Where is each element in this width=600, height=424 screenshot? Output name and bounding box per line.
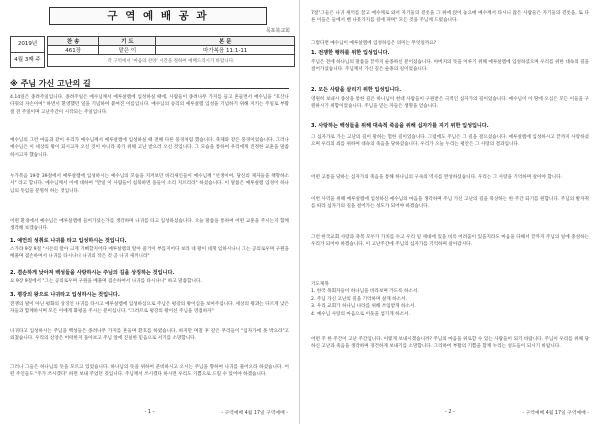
page-footer: - 구역예배 4월 17일 구역예배 - [522, 411, 589, 416]
page-number: - 1 - [144, 409, 155, 415]
body-paragraph: 7절"그들은 나귀 새끼를 끌고 예수께로 와서 자기들의 겉옷을 그 위에 얹어 놓으매 예수께서 타시니 많은 사람들은 자기들의 겉옷을, 또 다른 이들은 들에서 벤 나뭇가지를 길에 펴며" 모든 것을 주님께 드렸습니다. [311, 11, 589, 24]
prayer-header: 기 도 [99, 37, 156, 46]
body-paragraph: 누가복음 19장 39절에서 예루살렘에 입성하시는 예수님의 모습을 지켜보던 바리새인들이 예수님께 "선생이여, 당신의 제자들을 책망하소서" 라고 합니다. 예수님께서 이에 대하여 "만일 이 사람들이 침묵하면 돌들이 소리 지르리라" 하셨습니다. 이 말씀은 예루살렘 입성이 하나님의 뜻임을 분명히 하는 것입니다. [10, 174, 289, 194]
section-heading: 1. 예언의 성취로 나귀를 타고 입성하시는 것입니다. [10, 238, 127, 244]
scripture-header: 본 문 [156, 37, 295, 46]
body-paragraph: 4.14일은 종려주일입니다. 종려주일은 예수님께서 예루살렘에 입성하실 때에, 사람들이 종려나무 가지를 들고 흔들면서 예수님을 "호산나 다윗의 자손이여" 하면서 환영했던 일을 기념하여 붙여진 이름입니다. 예수님의 승리의 예루살렘 입성을 기념하기 위해 지키는 주일로 부활절 전 주일이며 고난주간이 시작되는 주일입니다. [10, 95, 289, 115]
section-heading: 3. 사랑하는 백성들을 위해 대속적 죽음을 위해 십자가를 지기 위한 입성입니다. [311, 123, 489, 129]
church-name: 목포북교회 [265, 28, 290, 34]
page-number: - 2 - [445, 409, 455, 415]
body-paragraph: 예수님의 그런 마음과 같이 우리가 예수님께서 예루살렘에 입성하실 때 전해 다른 풍경처럼 했습니다. 축제와 같은 풍경이었습니다. 그러나 예수님은 이 세상의 왕이 되시고자 오신 것이 아니라 죽기 위해 고난 받으러 오신 것입니다. 그 모습을 통하여 우리에게 진정한 교훈을 말씀하시고자 했습니다. [10, 138, 289, 158]
worship-info-table [47, 36, 295, 67]
sermon-title: ※ 주님 가신 고난의 길 [10, 79, 91, 88]
body-paragraph: 어떤 환경에서 예수님은 예루살렘에 들어가셨는가를 생각하며 나귀를 타고 입성하셨습니다. 오늘 말씀을 통하여 어떤 교훈을 주시는지 함께 생각해 보겠습니다. [10, 219, 289, 232]
scripture-value: 마가복음 11:1-11 [156, 46, 295, 55]
table-caption: 각 구역에서 '마음의 찬양' 시간을 정하여 예배드리시기 바랍니다. [48, 55, 295, 67]
body-paragraph: 어떤 주 한 주간이 고난 주간입니다. 이렇게 보내시겠습니까? 주님의 마음을 위로할 수 있는 사람들이 되기 바랍니다. 주님이 우리를 위해 당하신 고난과 죽음을 생각하며 경건하게 보내기를 소망합니다. 그리하여 부활의 기쁨을 함께 누리는 성도들이 되시기 바랍니다. [311, 337, 589, 350]
body-paragraph: 어떤 고통을 당하는 십자가의 죽음을 통해 하나님의 구속의 역사를 완성하셨습니다. 우리는 그 사랑을 기억하며 살아야 합니다. [311, 175, 563, 180]
date-year: 2019년 [11, 37, 44, 53]
body-paragraph: 주님은 전에 하나님의 말씀을 끝까지 순종하신 분이셨습니다. 아버지의 뜻을 이루기 위해 예루살렘에 입성하셨으며 우리를 위한 대속의 길을 걸어가셨습니다. 주님께서 가신 길은 순종의 길이었습니다. [311, 60, 589, 73]
body-paragraph: 스가랴 9장 9절 "시온의 딸아 크게 기뻐할지어다 예루살렘의 딸아 즐거이 부를지어다 보라 네 왕이 네게 임하시나니 그는 공의로우며 구원을 베풀며 겸손하여서 나귀를 타시나니 나귀의 작은 것 곧 나귀 새끼니라" [10, 247, 289, 260]
prayer-value: 맡은 이 [99, 46, 156, 55]
body-paragraph: 그런 한국교회 사랑과 축복 모두가 가치를 두고 우리 일 세대에 있을 비록 어려움이 있을지라도 마음을 다해서 끝까지 주님의 일에 충성하는 우리가 되어야 하겠습니다. 이 고난주간에 주님의 십자가를 기억하며 살아갑시다. [311, 235, 589, 248]
section-heading: 3. 평강의 왕으로 나귀타고 입성하시는 것입니다. [10, 292, 120, 298]
page-two [300, 0, 600, 424]
body-paragraph: 그러나 그들은 하나님의 뜻을 모르고 있었습니다. 하나님의 뜻을 위하여 준비하시고 오시는 주님을 향하여 나귀를 풀어오라 하셨습니다. 어떤 주인들도 "주가 쓰시겠다" 하면 보내 주었던 것입니다. 주님께서 쓰시겠다 하시면 우리도 기쁨으로 드릴 수 있어야 하겠습니다. [10, 365, 289, 378]
title-rule [10, 88, 289, 89]
page-title: 구 역 예 배 공 과 [49, 7, 267, 25]
section-heading: 1. 전쟁한 행하를 위한 입성입니다. [311, 50, 390, 56]
body-paragraph: 그렇다면 예수님이 예루살렘에 입성하심은 의미는 무엇일까요? [311, 41, 437, 46]
body-paragraph: 나귀타고 입성하시는 주님을 백성들은 종려나무 가지를 흔들며 환호를 하였습니다. 하지만 며칠 후 같은 무리들이 "십자가에 못 박으라"고 외쳤습니다. 우리의 신앙은 어떠한지 돌아보고 주님 앞에 진실한 믿음으로 서기를 소망합니다. [10, 329, 289, 342]
body-paragraph: 그 십자가로 가는 고난의 길이 말하는 험한 길이었습니다. 그럼에도 주님은 그 길을 걸으셨습니다. 예루살렘에 입성하시고 끝까지 사랑하셨으며 우리의 죄를 위하여 대속의 죽음을 당하셨습니다. 우리가 오늘 누리는 평안은 그 사랑의 결과입니다. [311, 135, 589, 148]
body-paragraph: 이번 사역을 위해 예루살렘에 입성하신 예수님의 마음을 생각하며 주님 가신 고난의 길을 묵상하는 한 주간 되기를 원합니다. 주님의 발자취를 따라 십자가의 길을 걸어가는 성도가 되어야 하겠습니다. [311, 197, 589, 210]
body-paragraph: 영원히 보내시 종상을 통한 길은 하나님이 천대 사람들이 구원받은 극적인 십자가의 길이었습니다. 예수님이 이 땅에 오심은 모든 이들을 구원하시기 위함이었습니다. 주님을 믿는 자들은 생명을 얻습니다. [311, 97, 589, 110]
hymn-value: 461장 [48, 46, 99, 55]
body-paragraph: 전쟁의 말이 아닌 평화의 상징인 나귀를 타시고 예루살렘에 입성하심으로 주님은 평강의 왕이심을 보여주십니다. 세상의 왕과는 다르게 낮은 자들과 함께하시며 모든 이에게 화평을 주시는 분이십니다. "그러므로 평강의 왕이신 주님을 영접하자" [10, 302, 289, 315]
date-week: 4월 3째 주 [14, 57, 41, 63]
section-heading: 2. 겸손하게 낮아져 백성들을 사랑하시는 주님의 길을 상징하는 것입니다. [10, 270, 175, 276]
date-box [10, 36, 45, 68]
section-heading: 2. 모든 사람을 살리기 위한 입성입니다. [311, 87, 402, 93]
body-paragraph: 요 9장 9절에서 "그는 공의로우며 구원을 베풀며 겸손하여서 나귀를 타시나니" 하고 말씀합니다. [10, 279, 202, 284]
page-footer: - 구역예배 4월 17일 구역예배 - [221, 411, 288, 416]
hymn-header: 찬 송 [48, 37, 99, 46]
body-paragraph: 기도제목 1. 한국 목회자들이 하나님을 바라보며 가도록 하소서. 2. 주님 가신 고난의 길을 기억하며 살게 하소서. 3. 우리 교회가 하나님 나라를 위해 쓰임받게 하소서. 4. 예수님 사랑의 마음으로 이웃을 섬기게 하소서. [311, 282, 419, 317]
